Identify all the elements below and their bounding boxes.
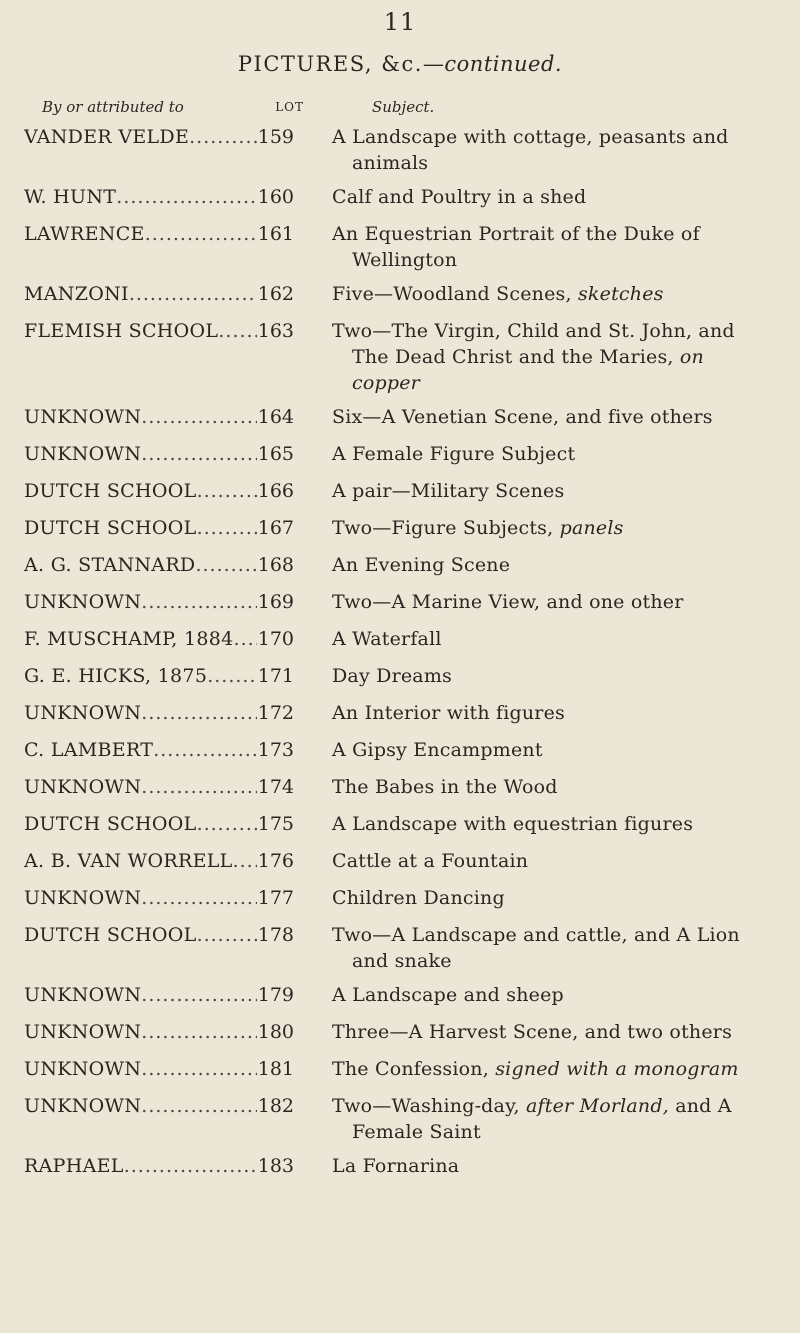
entry-subject	[332, 1153, 772, 1179]
entry-attribution	[24, 589, 294, 615]
leader-dots	[197, 922, 257, 948]
entry-subject	[332, 885, 772, 911]
artist-column-header	[42, 98, 304, 116]
entry-subject-text: Children Dancing	[332, 887, 505, 909]
leader-dots	[141, 404, 256, 430]
entry-attribution	[24, 848, 294, 874]
catalogue-entry	[0, 589, 800, 615]
leader-dots	[129, 281, 257, 307]
entry-subject	[332, 221, 772, 273]
entry-lot-number: 172	[257, 702, 294, 724]
entry-subject	[332, 478, 772, 504]
catalogue-entry	[0, 774, 800, 800]
entry-subject-text: A Landscape with cottage, peasants and	[332, 126, 729, 148]
entry-subject-note: after Morland,	[519, 1095, 669, 1117]
leader-dots	[197, 478, 257, 504]
entry-subject	[332, 552, 772, 578]
entry-subject-continuation-text: animals	[352, 152, 429, 174]
leader-dots	[145, 221, 257, 247]
entry-subject	[332, 281, 772, 307]
catalogue-entry	[0, 848, 800, 874]
entry-lot-number: 169	[257, 591, 294, 613]
entry-subject-text: A Gipsy Encampment	[332, 739, 543, 761]
entry-subject-text: Six—A Venetian Scene, and five others	[332, 406, 713, 428]
entry-lot-number: 164	[257, 406, 294, 428]
entry-subject	[332, 663, 772, 689]
catalogue-entry	[0, 922, 800, 974]
entry-subject-text: Three—A Harvest Scene, and two others	[332, 1021, 733, 1043]
catalogue-entry	[0, 552, 800, 578]
entry-lot-number: 175	[257, 813, 294, 835]
entry-lot-number: 168	[257, 554, 294, 576]
catalogue-entry	[0, 1153, 800, 1179]
entry-attribution	[24, 982, 294, 1008]
entry-subject-continuation	[332, 344, 772, 396]
entry-subject-text: A Landscape and sheep	[332, 984, 564, 1006]
catalogue-entry	[0, 318, 800, 396]
entry-lot-number: 162	[257, 283, 294, 305]
entry-lot-number: 178	[257, 924, 294, 946]
leader-dots	[233, 848, 257, 874]
page-title-main: PICTURES, &c.	[237, 52, 423, 76]
leader-dots	[141, 700, 256, 726]
entry-artist: MANZONI	[24, 283, 129, 305]
entry-subject-text: The Confession,	[332, 1058, 489, 1080]
entry-subject-note: on copper	[352, 346, 704, 394]
leader-dots	[197, 811, 257, 837]
leader-dots	[141, 774, 256, 800]
entry-subject	[332, 737, 772, 763]
entry-subject	[332, 441, 772, 467]
leader-dots	[197, 515, 257, 541]
entry-subject-text: Calf and Poultry in a shed	[332, 186, 587, 208]
entry-attribution	[24, 318, 294, 344]
catalogue-entry	[0, 221, 800, 273]
entry-lot-number: 180	[257, 1021, 294, 1043]
leader-dots	[189, 124, 257, 150]
catalogue-entries	[0, 124, 800, 1190]
entry-subject	[332, 626, 772, 652]
entry-subject-text: An Evening Scene	[332, 554, 511, 576]
catalogue-entry	[0, 441, 800, 467]
entry-subject-text: Two—Washing-day,	[332, 1095, 520, 1117]
entry-lot-number: 173	[257, 739, 294, 761]
entry-lot-number: 167	[257, 517, 294, 539]
catalogue-entry	[0, 663, 800, 689]
entry-subject-text: Two—A Marine View, and one other	[332, 591, 684, 613]
entry-artist: DUTCH SCHOOL	[24, 924, 197, 946]
entry-subject-text: A pair—Military Scenes	[332, 480, 565, 502]
entry-subject-text: A Female Figure Subject	[332, 443, 576, 465]
entry-lot-number: 183	[257, 1155, 294, 1177]
entry-subject	[332, 700, 772, 726]
entry-artist: UNKNOWN	[24, 984, 142, 1006]
entry-artist: UNKNOWN	[24, 406, 142, 428]
entry-lot-number: 163	[257, 320, 294, 342]
catalogue-entry	[0, 124, 800, 176]
lot-header-label: LOT	[275, 100, 304, 114]
entry-subject-text: An Equestrian Portrait of the Duke of	[332, 223, 700, 245]
entry-subject	[332, 774, 772, 800]
entry-subject	[332, 589, 772, 615]
leader-dots	[141, 1056, 256, 1082]
entry-subject-continuation	[332, 150, 772, 176]
leader-dots	[141, 441, 256, 467]
entry-attribution	[24, 700, 294, 726]
entry-lot-number: 166	[257, 480, 294, 502]
catalogue-entry	[0, 184, 800, 210]
entry-subject-note: signed with a monogram	[488, 1058, 739, 1080]
entry-artist: G. E. HICKS, 1875	[24, 665, 208, 687]
entry-lot-number: 159	[257, 126, 294, 148]
entry-artist: C. LAMBERT	[24, 739, 154, 761]
entry-attribution	[24, 441, 294, 467]
catalogue-entry	[0, 885, 800, 911]
leader-dots	[141, 885, 256, 911]
entry-attribution	[24, 885, 294, 911]
entry-attribution	[24, 663, 294, 689]
entry-subject	[332, 1019, 772, 1045]
entry-subject	[332, 184, 772, 210]
entry-lot-number: 171	[257, 665, 294, 687]
entry-artist: UNKNOWN	[24, 1021, 142, 1043]
entry-attribution	[24, 515, 294, 541]
entry-subject	[332, 922, 772, 974]
catalogue-entry	[0, 811, 800, 837]
entry-subject-continuation	[332, 948, 772, 974]
catalogue-entry	[0, 478, 800, 504]
entry-subject-text: Cattle at a Fountain	[332, 850, 529, 872]
entry-artist: DUTCH SCHOOL	[24, 517, 197, 539]
catalogue-entry	[0, 737, 800, 763]
catalogue-entry	[0, 700, 800, 726]
entry-subject	[332, 982, 772, 1008]
entry-artist: DUTCH SCHOOL	[24, 813, 197, 835]
entry-subject-continuation	[332, 1119, 772, 1145]
leader-dots	[218, 318, 256, 344]
entry-subject-continuation-text: Female Saint	[352, 1121, 481, 1143]
entry-lot-number: 181	[257, 1058, 294, 1080]
entry-lot-number: 176	[257, 850, 294, 872]
entry-attribution	[24, 922, 294, 948]
entry-subject	[332, 811, 772, 837]
page-title-continued: —continued.	[422, 52, 563, 76]
leader-dots	[153, 737, 257, 763]
entry-artist: UNKNOWN	[24, 776, 142, 798]
entry-subject-text: Two—The Virgin, Child and St. John, and	[332, 320, 735, 342]
entry-subject	[332, 404, 772, 430]
leader-dots	[141, 1093, 256, 1119]
entry-subject	[332, 515, 772, 541]
entry-artist: UNKNOWN	[24, 887, 142, 909]
entry-subject-text: Five—Woodland Scenes,	[332, 283, 572, 305]
entry-artist: DUTCH SCHOOL	[24, 480, 197, 502]
catalogue-entry	[0, 404, 800, 430]
entry-subject	[332, 848, 772, 874]
entry-subject-text: An Interior with figures	[332, 702, 565, 724]
entry-lot-number: 161	[257, 223, 294, 245]
catalogue-entry	[0, 626, 800, 652]
entry-attribution	[24, 281, 294, 307]
catalogue-entry	[0, 1056, 800, 1082]
leader-dots	[234, 626, 257, 652]
entry-artist: RAPHAEL	[24, 1155, 124, 1177]
entry-attribution	[24, 737, 294, 763]
entry-attribution	[24, 124, 294, 150]
entry-lot-number: 165	[257, 443, 294, 465]
entry-subject	[332, 124, 772, 176]
entry-subject	[332, 1093, 772, 1145]
leader-dots	[116, 184, 256, 210]
entry-subject-text: Two—A Landscape and cattle, and A Lion	[332, 924, 740, 946]
entry-subject-text: Two—Figure Subjects,	[332, 517, 554, 539]
entry-lot-number: 182	[257, 1095, 294, 1117]
entry-subject-text: A Waterfall	[332, 628, 442, 650]
catalogue-entry	[0, 1093, 800, 1145]
page-number: 11	[383, 8, 417, 36]
entry-artist: FLEMISH SCHOOL	[24, 320, 219, 342]
entry-attribution	[24, 184, 294, 210]
entry-subject-tail: and A	[668, 1095, 732, 1117]
entry-lot-number: 170	[257, 628, 294, 650]
entry-subject	[332, 1056, 772, 1082]
entry-attribution	[24, 1153, 294, 1179]
entry-artist: LAWRENCE	[24, 223, 145, 245]
entry-artist: UNKNOWN	[24, 443, 142, 465]
entry-artist: F. MUSCHAMP, 1884	[24, 628, 234, 650]
entry-artist: A. G. STANNARD	[24, 554, 196, 576]
entry-attribution	[24, 626, 294, 652]
leader-dots	[124, 1153, 257, 1179]
entry-artist: UNKNOWN	[24, 1095, 142, 1117]
entry-subject-note: panels	[553, 517, 624, 539]
entry-lot-number: 179	[257, 984, 294, 1006]
catalogue-entry	[0, 1019, 800, 1045]
entry-subject	[332, 318, 772, 396]
leader-dots	[141, 982, 256, 1008]
catalogue-entry	[0, 281, 800, 307]
entry-attribution	[24, 404, 294, 430]
catalogue-entry	[0, 515, 800, 541]
entry-attribution	[24, 1056, 294, 1082]
subject-column-header: Subject.	[372, 98, 435, 116]
entry-subject-note: sketches	[571, 283, 664, 305]
entry-attribution	[24, 1093, 294, 1119]
entry-subject-text: The Babes in the Wood	[332, 776, 558, 798]
artist-header-label: By or attributed to	[42, 98, 184, 116]
entry-lot-number: 174	[257, 776, 294, 798]
catalogue-entry	[0, 982, 800, 1008]
entry-artist: UNKNOWN	[24, 702, 142, 724]
entry-attribution	[24, 478, 294, 504]
entry-artist: W. HUNT	[24, 186, 117, 208]
entry-subject-continuation-text: and snake	[352, 950, 452, 972]
entry-lot-number: 160	[257, 186, 294, 208]
entry-lot-number: 177	[257, 887, 294, 909]
entry-artist: A. B. VAN WORRELL	[24, 850, 233, 872]
entry-subject-text: La Fornarina	[332, 1155, 460, 1177]
entry-subject-continuation-text: The Dead Christ and the Maries,	[352, 346, 674, 368]
entry-subject-text: Day Dreams	[332, 665, 452, 687]
leader-dots	[141, 589, 256, 615]
page-title	[0, 52, 800, 76]
leader-dots	[207, 663, 257, 689]
entry-artist: UNKNOWN	[24, 591, 142, 613]
entry-attribution	[24, 1019, 294, 1045]
entry-attribution	[24, 221, 294, 247]
entry-subject-continuation	[332, 247, 772, 273]
entry-artist: UNKNOWN	[24, 1058, 142, 1080]
entry-attribution	[24, 811, 294, 837]
leader-dots	[195, 552, 256, 578]
entry-artist: VANDER VELDE	[24, 126, 190, 148]
entry-subject-text: A Landscape with equestrian figures	[332, 813, 694, 835]
entry-subject-continuation-text: Wellington	[352, 249, 458, 271]
entry-attribution	[24, 552, 294, 578]
entry-attribution	[24, 774, 294, 800]
leader-dots	[141, 1019, 256, 1045]
